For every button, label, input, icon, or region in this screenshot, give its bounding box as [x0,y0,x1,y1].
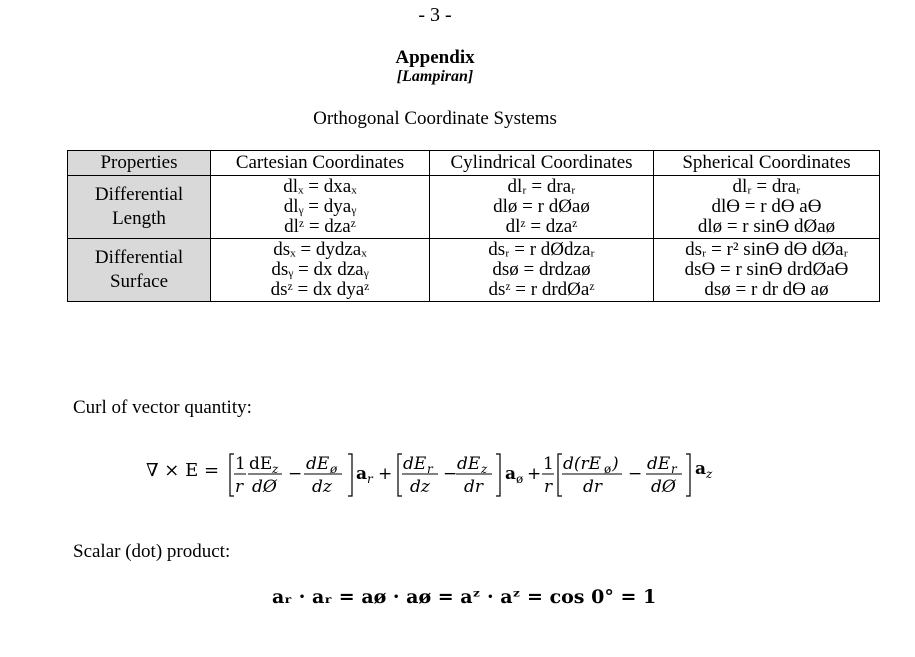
table-entry: dsᶻ = dx dyaᶻ [270,279,370,300]
cylindrical-length-cell [430,176,654,239]
fraction-denominator: dØ [252,477,277,497]
subscript: z [481,462,488,476]
subscript: r [367,472,373,486]
cylindrical-surface-cell [430,239,654,302]
bracket-right [496,454,500,496]
page-number: - 3 - [418,4,452,26]
subscript: ø [516,472,524,486]
table-header-row [68,151,880,176]
fraction-numerator: d(rE [563,454,602,474]
table-entry: dsᵧ = dx dzaᵧ [271,259,369,280]
fraction-numerator: dE [647,454,671,474]
property-label-line: Length [112,208,166,229]
coordinate-systems-table [67,150,880,302]
fraction-denominator: dz [410,477,430,497]
fraction-numerator: dE [249,454,273,474]
subscript: r [671,462,677,476]
table-entry: dlᶻ = dzaᶻ [284,216,356,237]
subscript: z [706,467,713,481]
table-entry: dlᶻ = dzaᶻ [505,216,578,237]
table-entry: dsᵣ = r² sinϴ dϴ dØaᵣ [685,239,848,260]
table-row-differential-surface [68,239,880,302]
cartesian-length-cell [211,176,430,239]
table-entry: dlϴ = r dϴ aϴ [711,196,822,217]
table-entry: dlø = r dØaø [493,196,590,217]
column-header-properties: Properties [68,151,211,176]
column-header-cylindrical: Cylindrical Coordinates [430,151,654,176]
unit-vector: a [356,464,368,484]
fraction-denominator: dz [312,477,332,497]
bracket-right [348,454,352,496]
curl-label: Curl of vector quantity: [73,397,252,418]
table-entry: dlø = r sinϴ dØaø [697,216,836,237]
fraction-numerator: dE [457,454,481,474]
minus-sign: − [628,464,643,484]
table-entry: dsϴ = r sinϴ drdØaϴ [684,259,849,280]
fraction-denominator: dØ [651,477,676,497]
fraction-numerator: 1 [543,454,554,474]
property-cell-length [68,176,211,239]
table-row-differential-length [68,176,880,239]
fraction-numerator: ) [612,454,619,474]
subscript: ø [604,462,612,476]
fraction-numerator: 1 [235,454,246,474]
subscript: z [272,462,279,476]
plus-sign: + [378,464,393,484]
property-label-line: Differential [94,184,184,205]
table-entry: dsᶻ = r drdØaᶻ [488,279,595,300]
column-header-cartesian: Cartesian Coordinates [211,151,430,176]
bracket-left [558,454,562,496]
minus-sign: − [443,464,458,484]
bracket-left [398,454,402,496]
section-title: Orthogonal Coordinate Systems [313,108,557,129]
appendix-title: Appendix [395,47,475,68]
table-entry: dlᵣ = draᵣ [507,176,576,197]
table-entry: dsₓ = dydzaₓ [273,239,367,260]
spherical-surface-cell [654,239,880,302]
table-entry: dlᵧ = dyaᵧ [283,196,357,217]
property-label-line: Surface [109,271,169,292]
unit-vector: a [695,459,707,479]
table-entry: dsø = r dr dϴ aø [704,279,829,300]
dot-product-formula: aᵣ · aᵣ = aø · aø = aᶻ · aᶻ = cos 0° = 1 [272,586,657,608]
table-entry: dsø = drdzaø [492,259,591,280]
curl-formula [146,436,746,506]
cartesian-surface-cell [211,239,430,302]
table-entry: dsᵣ = r dØdzaᵣ [488,239,595,260]
bracket-left [230,454,234,496]
property-cell-surface [68,239,211,302]
fraction-denominator: dr [464,477,484,497]
subscript: ø [330,462,338,476]
column-header-spherical: Spherical Coordinates [654,151,880,176]
spherical-length-cell [654,176,880,239]
curl-lhs: ∇ × E = [146,460,220,481]
table-entry: dlₓ = dxaₓ [283,176,357,197]
unit-vector: a [505,464,517,484]
bracket-right [686,454,690,496]
scalar-product-label: Scalar (dot) product: [73,541,231,562]
fraction-numerator: dE [306,454,330,474]
plus-sign: + [527,464,542,484]
property-label-line: Differential [94,247,184,268]
fraction-denominator: r [235,477,244,497]
minus-sign: − [288,464,303,484]
subscript: r [427,462,433,476]
fraction-denominator: r [544,477,553,497]
fraction-denominator: dr [583,477,603,497]
fraction-numerator: dE [403,454,427,474]
appendix-subtitle: [Lampiran] [396,68,474,85]
table-entry: dlᵣ = draᵣ [732,176,801,197]
